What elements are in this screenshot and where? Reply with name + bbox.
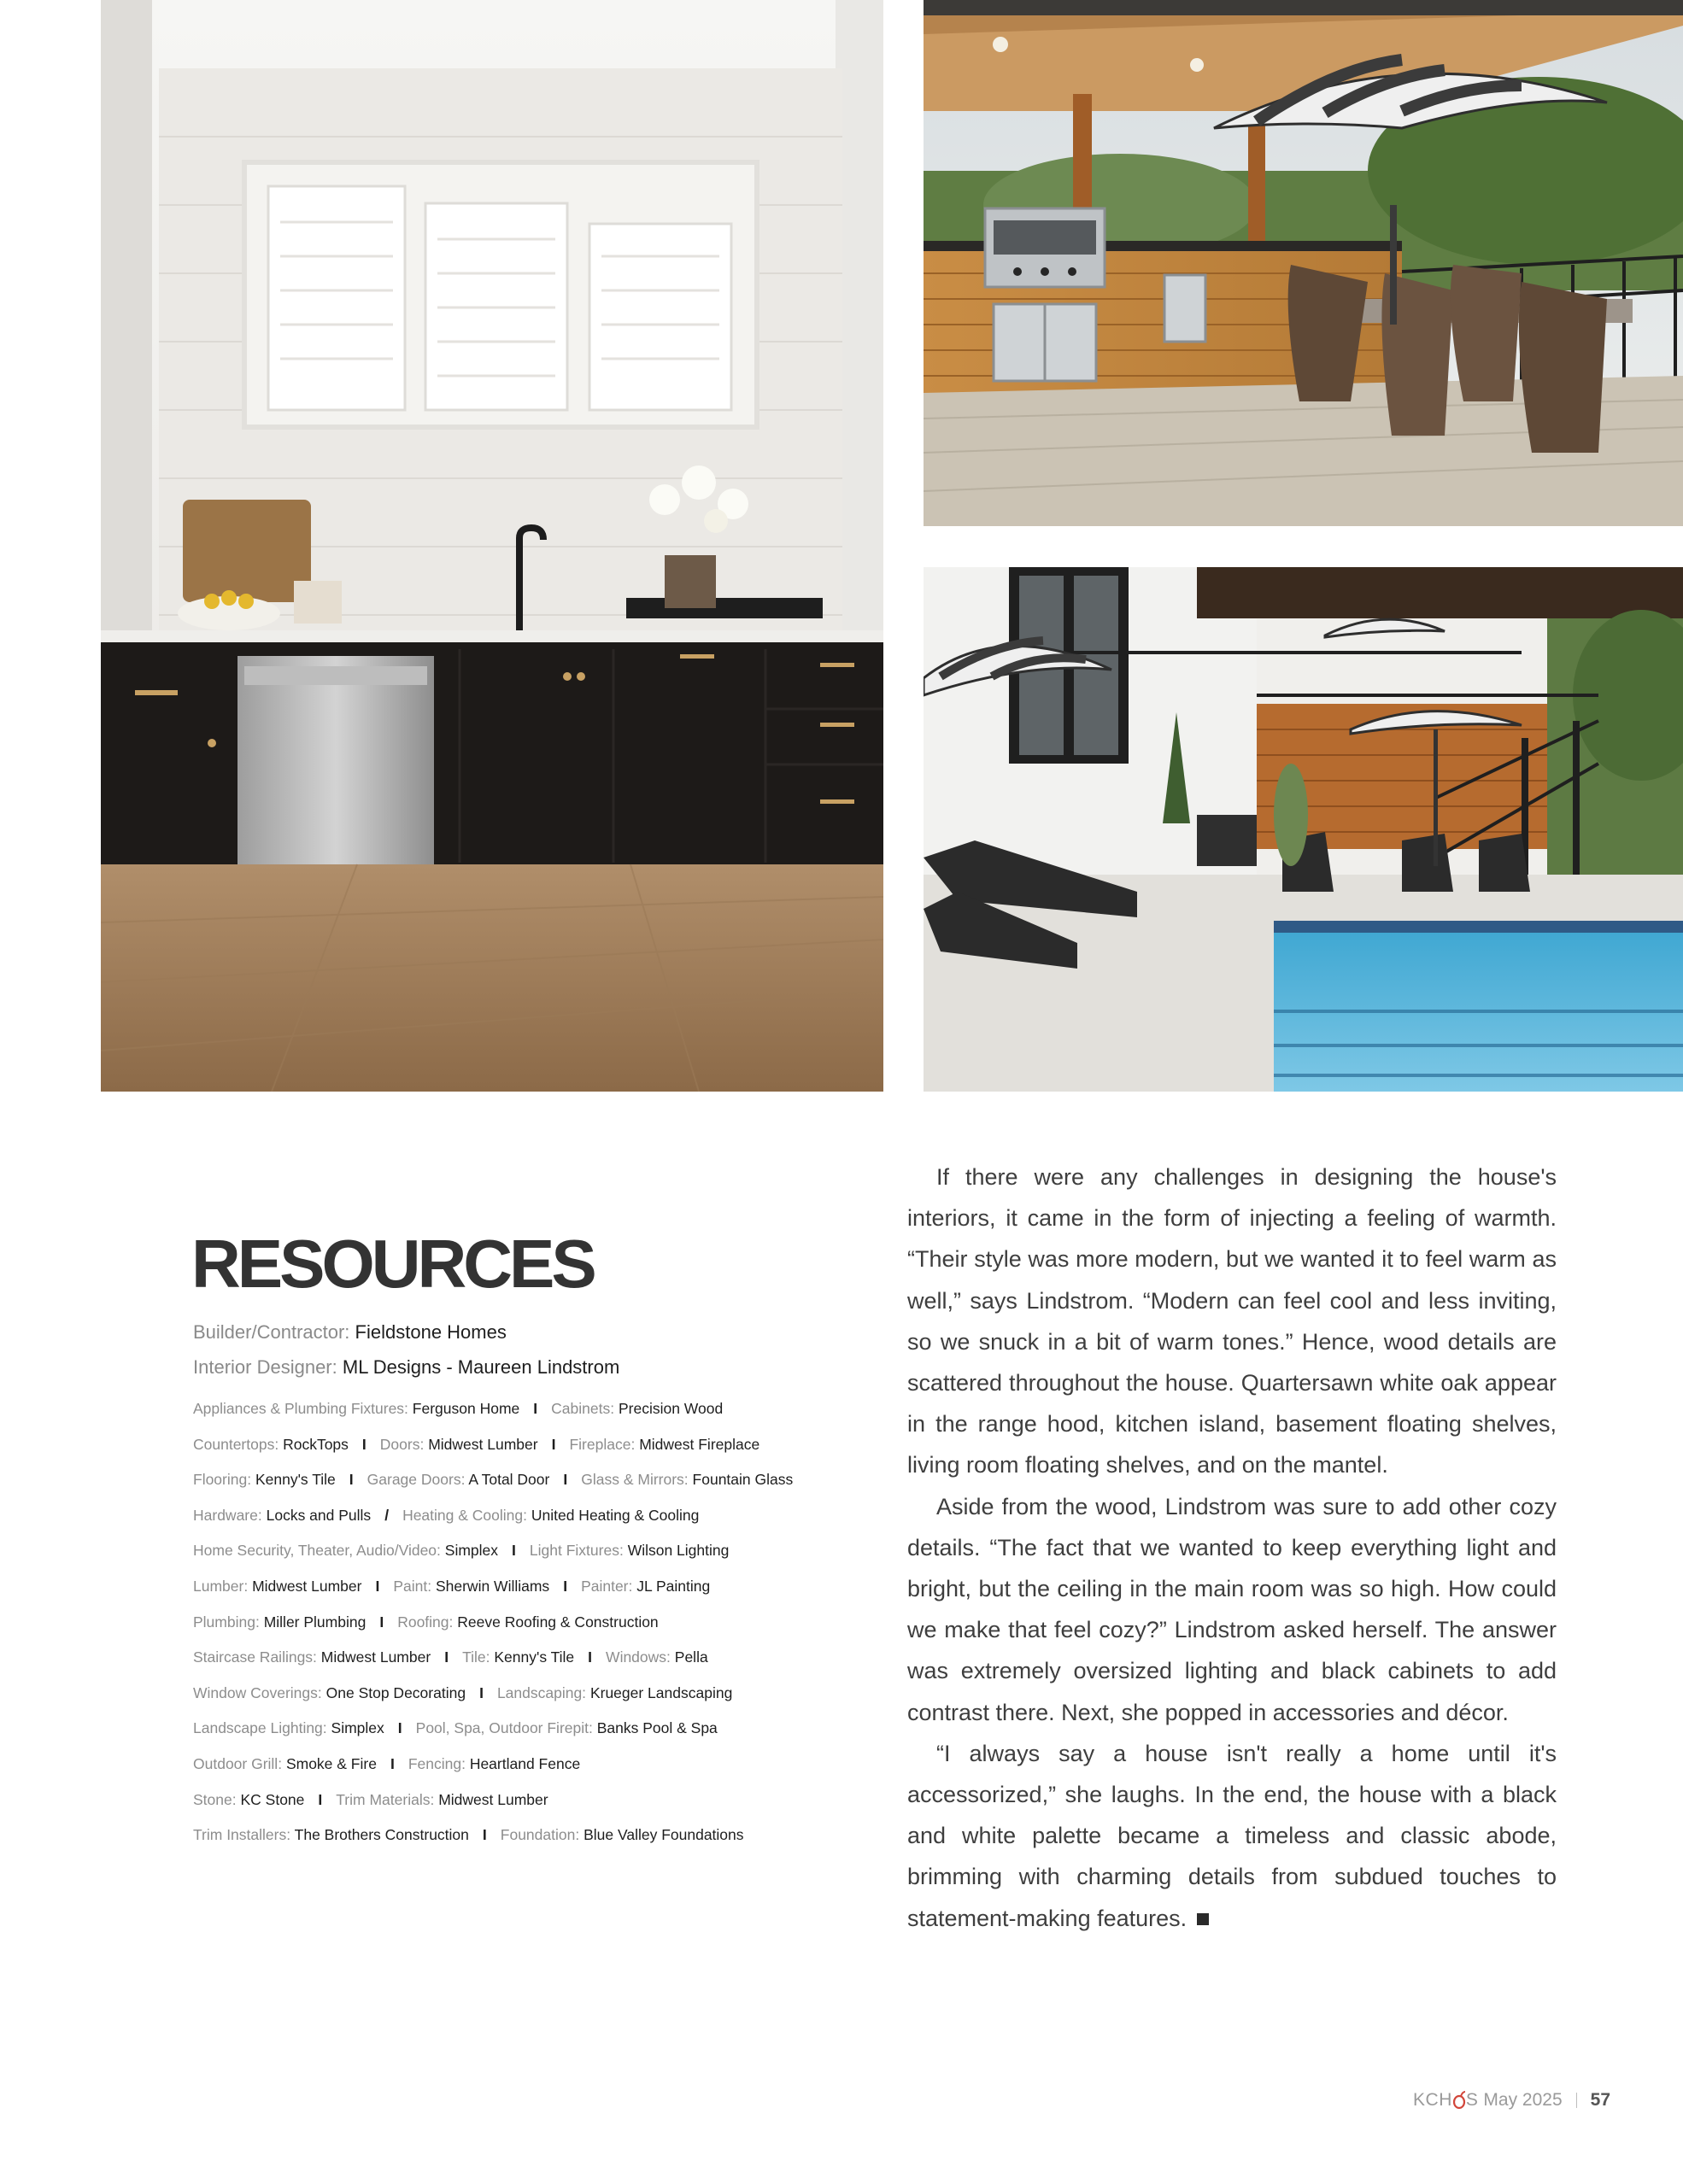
- resource-label: Flooring:: [193, 1471, 252, 1489]
- resource-label: Fireplace:: [569, 1435, 636, 1453]
- resource-value: Simplex: [331, 1719, 384, 1737]
- resources-line: [193, 1742, 877, 1778]
- resource-label: Doors:: [379, 1435, 425, 1453]
- resource-value: KC Stone: [240, 1790, 305, 1808]
- article-body: [907, 1156, 1557, 1939]
- resource-separator: /: [384, 1506, 390, 1524]
- resource-label: Painter:: [581, 1577, 633, 1595]
- resources-line: [193, 1387, 877, 1423]
- resource-label: Paint:: [393, 1577, 432, 1595]
- page-folio: [1413, 2090, 1610, 2111]
- resource-value: JL Painting: [636, 1577, 711, 1595]
- resources-line: [193, 1565, 877, 1601]
- resource-value: Midwest Lumber: [428, 1435, 538, 1453]
- resource-label: Trim Installers:: [193, 1826, 291, 1844]
- resource-label: Countertops:: [193, 1435, 279, 1453]
- deck-photo: [924, 0, 1683, 526]
- resource-separator: I: [588, 1648, 593, 1666]
- resource-label: Staircase Railings:: [193, 1648, 317, 1666]
- page-number: 57: [1590, 2090, 1610, 2110]
- resource-label: Light Fixtures:: [529, 1542, 624, 1560]
- resource-label: Landscaping:: [496, 1683, 587, 1701]
- resource-separator: I: [397, 1719, 402, 1737]
- resource-value: Blue Valley Foundations: [583, 1826, 744, 1844]
- resource-separator: I: [551, 1435, 556, 1453]
- resource-label: Roofing:: [397, 1613, 454, 1631]
- pool-photo: [924, 567, 1683, 1092]
- designer-credit: [193, 1356, 619, 1379]
- resource-label: Trim Materials:: [336, 1790, 435, 1808]
- resource-value: Fountain Glass: [692, 1471, 794, 1489]
- resource-label: Fencing:: [408, 1754, 466, 1772]
- resource-label: Outdoor Grill:: [193, 1754, 283, 1772]
- resource-label: Garage Doors:: [367, 1471, 466, 1489]
- resource-label: Lumber:: [193, 1577, 249, 1595]
- resource-separator: I: [563, 1577, 568, 1595]
- resource-label: Appliances & Plumbing Fixtures:: [193, 1400, 408, 1417]
- designer-label: Interior Designer:: [193, 1356, 337, 1378]
- resources-line: [193, 1458, 877, 1494]
- resources-list: [193, 1387, 877, 1849]
- resource-value: Midwest Lumber: [438, 1790, 548, 1808]
- resource-separator: I: [349, 1471, 354, 1489]
- resource-label: Stone:: [193, 1790, 237, 1808]
- resource-value: Banks Pool & Spa: [596, 1719, 718, 1737]
- resource-label: Cabinets:: [551, 1400, 615, 1417]
- resource-label: Heating & Cooling:: [402, 1506, 527, 1524]
- resource-value: Kenny's Tile: [255, 1471, 336, 1489]
- resources-line: [193, 1636, 877, 1672]
- logo-mark-icon: [1452, 2091, 1466, 2110]
- resource-value: Heartland Fence: [469, 1754, 581, 1772]
- resource-value: Krueger Landscaping: [589, 1683, 733, 1701]
- article-paragraph: [907, 1733, 1557, 1939]
- end-mark-icon: [1197, 1913, 1209, 1925]
- resource-value: Simplex: [444, 1542, 499, 1560]
- resources-line: [193, 1601, 877, 1637]
- resource-value: Kenny's Tile: [494, 1648, 575, 1666]
- resource-value: Precision Wood: [618, 1400, 724, 1417]
- builder-value: Fieldstone Homes: [355, 1321, 507, 1343]
- article-paragraph: Aside from the wood, Lindstrom was sure to add other cozy details. “The fact that we wanted to keep everything light and bright, but the ceiling in the main room was so high. How could we make that feel cozy?” Lindstrom asked herself. The answer was extremely oversized lighting and black cabinets to add contrast there. Next, she popped in accessories and décor.: [907, 1493, 1557, 1725]
- magazine-logo: [1413, 2090, 1478, 2111]
- resource-label: Pool, Spa, Outdoor Firepit:: [415, 1719, 593, 1737]
- resource-value: The Brothers Construction: [294, 1826, 469, 1844]
- builder-label: Builder/Contractor:: [193, 1321, 350, 1343]
- resource-label: Landscape Lighting:: [193, 1719, 327, 1737]
- resource-label: Plumbing:: [193, 1613, 260, 1631]
- designer-value: ML Designs - Maureen Lindstrom: [342, 1356, 620, 1378]
- resource-separator: I: [390, 1754, 395, 1772]
- resource-value: United Heating & Cooling: [531, 1506, 700, 1524]
- resource-separator: I: [533, 1400, 538, 1417]
- folio-divider: [1576, 2093, 1577, 2108]
- resource-separator: I: [479, 1683, 484, 1701]
- resource-label: Hardware:: [193, 1506, 262, 1524]
- article-paragraph-text: “I always say a house isn't really a home until it's accessorized,” she laughs. In the end, the house with a black and white palette became a timeless and classic abode, brimming with charming details from subdued touches to statement-making features.: [907, 1740, 1557, 1931]
- resources-line: [193, 1778, 877, 1814]
- resources-line: [193, 1707, 877, 1742]
- resource-value: RockTops: [283, 1435, 349, 1453]
- resource-value: Smoke & Fire: [285, 1754, 377, 1772]
- resource-label: Tile:: [462, 1648, 490, 1666]
- resource-value: Locks and Pulls: [266, 1506, 372, 1524]
- resource-label: Windows:: [606, 1648, 671, 1666]
- resource-separator: I: [318, 1790, 323, 1808]
- resource-separator: I: [563, 1471, 568, 1489]
- resource-value: Midwest Fireplace: [639, 1435, 760, 1453]
- resource-label: Foundation:: [500, 1826, 580, 1844]
- article-paragraph: If there were any challenges in designing the house's interiors, it came in the form of injecting a feeling of warmth. “Their style was more modern, but we wanted it to feel warm as well,” says Lindstrom. “Modern can feel cool and less inviting, so we snuck in a bit of warm tones.” Hence, wood details are scattered throughout the house. Quartersawn white oak appear in the range hood, kitchen island, basement floating shelves, living room floating shelves, and on the mantel.: [907, 1164, 1557, 1478]
- resource-label: Home Security, Theater, Audio/Video:: [193, 1542, 441, 1560]
- resource-separator: I: [375, 1577, 380, 1595]
- resource-value: Midwest Lumber: [252, 1577, 362, 1595]
- resource-value: Midwest Lumber: [320, 1648, 431, 1666]
- logo-text-left: KCH: [1413, 2090, 1452, 2110]
- resources-line: [193, 1672, 877, 1707]
- resources-line: [193, 1423, 877, 1459]
- resource-separator: I: [482, 1826, 487, 1844]
- resource-value: Ferguson Home: [412, 1400, 520, 1417]
- resources-line: [193, 1529, 877, 1565]
- resource-value: Pella: [674, 1648, 708, 1666]
- kitchen-photo: [101, 0, 883, 1092]
- resource-separator: I: [512, 1542, 516, 1560]
- resource-separator: I: [361, 1435, 367, 1453]
- resource-label: Glass & Mirrors:: [581, 1471, 689, 1489]
- resources-line: [193, 1494, 877, 1530]
- resource-value: Sherwin Williams: [435, 1577, 550, 1595]
- builder-credit: [193, 1321, 507, 1344]
- resource-value: A Total Door: [468, 1471, 550, 1489]
- resource-value: Reeve Roofing & Construction: [457, 1613, 659, 1631]
- resource-separator: I: [444, 1648, 449, 1666]
- resource-value: Miller Plumbing: [263, 1613, 367, 1631]
- resources-line: [193, 1813, 877, 1849]
- resource-value: Wilson Lighting: [627, 1542, 730, 1560]
- resource-label: Window Coverings:: [193, 1683, 322, 1701]
- issue-date: May 2025: [1483, 2090, 1563, 2110]
- resource-separator: I: [379, 1613, 384, 1631]
- resources-heading: RESOURCES: [191, 1226, 594, 1302]
- logo-text-right: S: [1465, 2090, 1479, 2110]
- resource-value: One Stop Decorating: [325, 1683, 466, 1701]
